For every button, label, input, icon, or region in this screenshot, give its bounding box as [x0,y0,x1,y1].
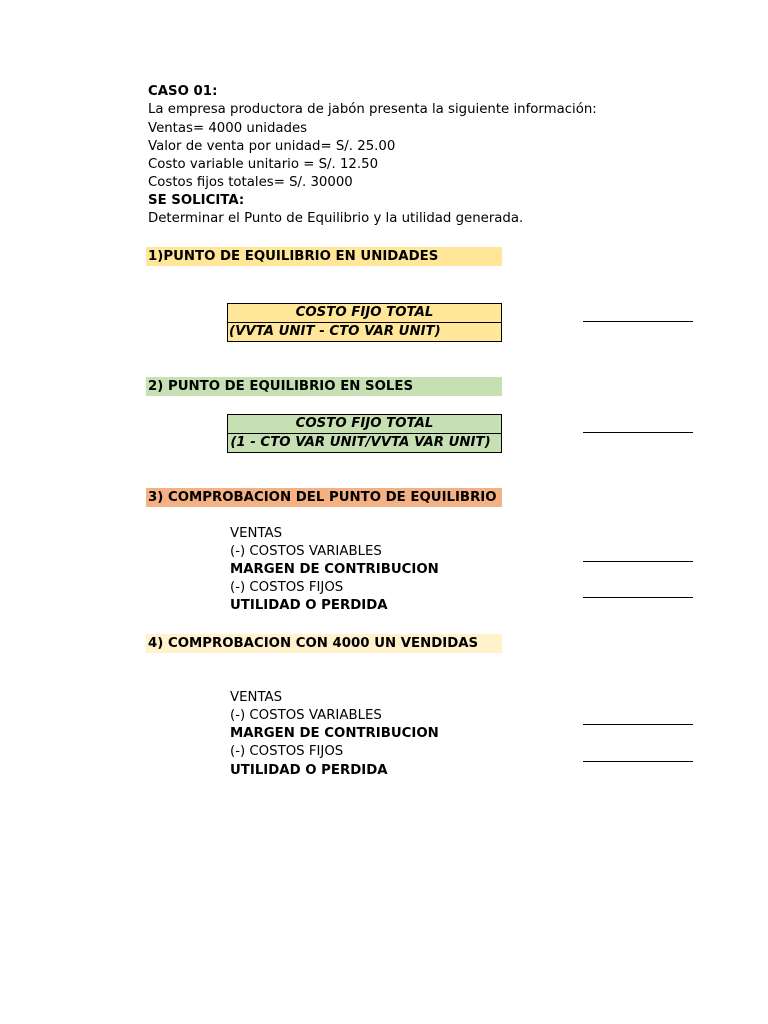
section-3-costos-variables: (-) COSTOS VARIABLES [230,544,382,559]
intro-line-1: La empresa productora de jabón presenta la siguiente información: [148,102,597,117]
request-title: SE SOLICITA: [148,193,245,208]
section-2-numerator: COSTO FIJO TOTAL [295,416,434,431]
section-4-utilidad: UTILIDAD O PERDIDA [230,763,388,778]
section-4-line-utilidad[interactable] [583,761,693,762]
section-2-header: 2) PUNTO DE EQUILIBRIO EN SOLES [146,377,502,396]
section-4-header: 4) COMPROBACION CON 4000 UN VENDIDAS [146,634,502,653]
section-3-costos-fijos: (-) COSTOS FIJOS [230,580,344,595]
section-3-utilidad: UTILIDAD O PERDIDA [230,598,388,613]
case-title: CASO 01: [148,84,218,99]
section-3-line-margen[interactable] [583,561,693,562]
section-3-header: 3) COMPROBACION DEL PUNTO DE EQUILIBRIO [146,488,502,507]
section-1-denominator: (VVTA UNIT - CTO VAR UNIT) [228,322,501,341]
intro-line-5: Costos fijos totales= S/. 30000 [148,175,353,190]
intro-line-4: Costo variable unitario = S/. 12.50 [148,157,379,172]
section-1-formula [227,303,502,342]
section-3-ventas: VENTAS [230,526,283,541]
section-1-answer-line[interactable] [583,321,693,322]
request-text: Determinar el Punto de Equilibrio y la utilidad generada. [148,211,524,226]
section-2-formula [227,414,502,453]
section-4-costos-fijos: (-) COSTOS FIJOS [230,744,344,759]
section-1-numerator: COSTO FIJO TOTAL [295,305,434,320]
section-3-margen: MARGEN DE CONTRIBUCION [230,562,439,577]
section-2-denominator: (1 - CTO VAR UNIT/VVTA VAR UNIT) [228,433,501,452]
section-4-line-margen[interactable] [583,724,693,725]
section-4-ventas: VENTAS [230,690,283,705]
section-1-header: 1)PUNTO DE EQUILIBRIO EN UNIDADES [146,247,502,266]
intro-line-3: Valor de venta por unidad= S/. 25.00 [148,139,396,154]
section-4-margen: MARGEN DE CONTRIBUCION [230,726,439,741]
section-4-costos-variables: (-) COSTOS VARIABLES [230,708,382,723]
intro-line-2: Ventas= 4000 unidades [148,121,308,136]
section-3-line-utilidad[interactable] [583,597,693,598]
section-2-answer-line[interactable] [583,432,693,433]
